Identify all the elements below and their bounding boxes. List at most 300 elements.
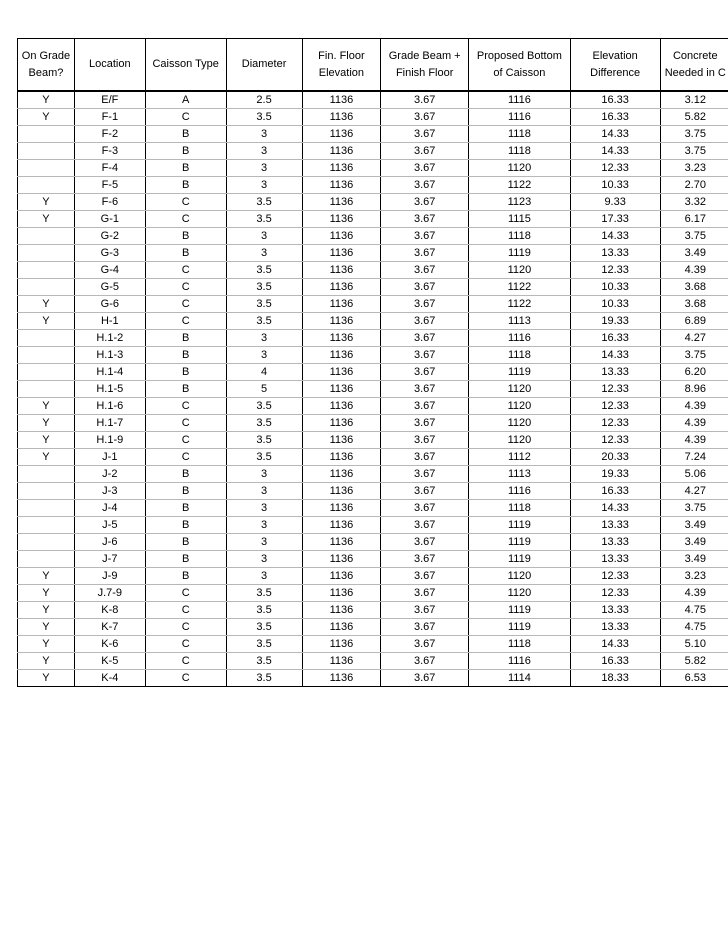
cell-diameter: 4 (226, 364, 302, 381)
cell-proposed-bottom: 1122 (469, 177, 571, 194)
cell-on-grade-beam (18, 381, 75, 398)
cell-proposed-bottom: 1116 (469, 91, 571, 109)
cell-diameter: 3.5 (226, 619, 302, 636)
cell-on-grade-beam (18, 177, 75, 194)
cell-caisson-type: B (145, 517, 226, 534)
cell-grade-beam-finish-floor: 3.67 (381, 109, 469, 126)
cell-diameter: 3.5 (226, 653, 302, 670)
cell-on-grade-beam: Y (18, 109, 75, 126)
cell-location: J-6 (74, 534, 145, 551)
cell-caisson-type: C (145, 296, 226, 313)
cell-elevation-difference: 19.33 (570, 466, 660, 483)
cell-grade-beam-finish-floor: 3.67 (381, 228, 469, 245)
cell-diameter: 3 (226, 177, 302, 194)
cell-grade-beam-finish-floor: 3.67 (381, 653, 469, 670)
cell-caisson-type: C (145, 279, 226, 296)
cell-on-grade-beam (18, 330, 75, 347)
cell-grade-beam-finish-floor: 3.67 (381, 347, 469, 364)
cell-on-grade-beam: Y (18, 670, 75, 687)
cell-proposed-bottom: 1116 (469, 330, 571, 347)
cell-proposed-bottom: 1118 (469, 347, 571, 364)
table-row (18, 500, 728, 517)
cell-diameter: 3.5 (226, 432, 302, 449)
cell-concrete-needed: 6.53 (660, 670, 728, 687)
cell-location: G-5 (74, 279, 145, 296)
cell-grade-beam-finish-floor: 3.67 (381, 381, 469, 398)
cell-diameter: 3 (226, 483, 302, 500)
cell-elevation-difference: 12.33 (570, 585, 660, 602)
cell-location: K-6 (74, 636, 145, 653)
cell-diameter: 3.5 (226, 313, 302, 330)
cell-proposed-bottom: 1120 (469, 262, 571, 279)
cell-concrete-needed: 3.23 (660, 160, 728, 177)
cell-grade-beam-finish-floor: 3.67 (381, 636, 469, 653)
cell-proposed-bottom: 1123 (469, 194, 571, 211)
table-row (18, 91, 728, 109)
cell-caisson-type: C (145, 398, 226, 415)
table-row (18, 398, 728, 415)
cell-fin-floor-elevation: 1136 (302, 279, 381, 296)
cell-concrete-needed: 3.75 (660, 347, 728, 364)
cell-fin-floor-elevation: 1136 (302, 551, 381, 568)
cell-fin-floor-elevation: 1136 (302, 160, 381, 177)
cell-concrete-needed: 4.39 (660, 415, 728, 432)
cell-elevation-difference: 9.33 (570, 194, 660, 211)
cell-on-grade-beam: Y (18, 653, 75, 670)
cell-diameter: 3 (226, 347, 302, 364)
cell-diameter: 3 (226, 228, 302, 245)
cell-concrete-needed: 4.39 (660, 398, 728, 415)
cell-caisson-type: C (145, 449, 226, 466)
table-row (18, 228, 728, 245)
cell-fin-floor-elevation: 1136 (302, 245, 381, 262)
cell-diameter: 3.5 (226, 585, 302, 602)
cell-caisson-type: B (145, 228, 226, 245)
cell-grade-beam-finish-floor: 3.67 (381, 517, 469, 534)
cell-fin-floor-elevation: 1136 (302, 381, 381, 398)
cell-location: K-7 (74, 619, 145, 636)
table-row (18, 245, 728, 262)
table-row (18, 670, 728, 687)
cell-concrete-needed: 4.39 (660, 262, 728, 279)
cell-on-grade-beam (18, 483, 75, 500)
cell-concrete-needed: 3.12 (660, 91, 728, 109)
caisson-table (17, 38, 728, 687)
cell-fin-floor-elevation: 1136 (302, 262, 381, 279)
cell-grade-beam-finish-floor: 3.67 (381, 296, 469, 313)
cell-on-grade-beam: Y (18, 449, 75, 466)
cell-caisson-type: C (145, 602, 226, 619)
cell-fin-floor-elevation: 1136 (302, 194, 381, 211)
cell-proposed-bottom: 1115 (469, 211, 571, 228)
table-row (18, 449, 728, 466)
cell-concrete-needed: 5.82 (660, 653, 728, 670)
table-row (18, 177, 728, 194)
cell-diameter: 3 (226, 500, 302, 517)
cell-grade-beam-finish-floor: 3.67 (381, 91, 469, 109)
cell-proposed-bottom: 1120 (469, 381, 571, 398)
cell-caisson-type: B (145, 364, 226, 381)
cell-diameter: 5 (226, 381, 302, 398)
cell-location: G-1 (74, 211, 145, 228)
cell-fin-floor-elevation: 1136 (302, 313, 381, 330)
cell-caisson-type: B (145, 347, 226, 364)
cell-on-grade-beam (18, 228, 75, 245)
cell-fin-floor-elevation: 1136 (302, 466, 381, 483)
cell-caisson-type: B (145, 126, 226, 143)
cell-fin-floor-elevation: 1136 (302, 432, 381, 449)
cell-grade-beam-finish-floor: 3.67 (381, 500, 469, 517)
table-row (18, 126, 728, 143)
cell-proposed-bottom: 1119 (469, 245, 571, 262)
cell-on-grade-beam: Y (18, 585, 75, 602)
cell-fin-floor-elevation: 1136 (302, 330, 381, 347)
cell-concrete-needed: 3.75 (660, 143, 728, 160)
cell-grade-beam-finish-floor: 3.67 (381, 160, 469, 177)
cell-location: H-1 (74, 313, 145, 330)
table-row (18, 466, 728, 483)
cell-diameter: 3.5 (226, 296, 302, 313)
cell-on-grade-beam: Y (18, 313, 75, 330)
cell-caisson-type: C (145, 432, 226, 449)
cell-on-grade-beam (18, 551, 75, 568)
cell-elevation-difference: 13.33 (570, 551, 660, 568)
cell-caisson-type: C (145, 670, 226, 687)
header-grade-beam-finish-floor: Grade Beam + Finish Floor (381, 39, 469, 92)
cell-caisson-type: C (145, 262, 226, 279)
cell-on-grade-beam: Y (18, 432, 75, 449)
table-row (18, 211, 728, 228)
cell-on-grade-beam: Y (18, 636, 75, 653)
cell-grade-beam-finish-floor: 3.67 (381, 551, 469, 568)
cell-fin-floor-elevation: 1136 (302, 109, 381, 126)
cell-location: K-4 (74, 670, 145, 687)
header-fin-floor-elevation: Fin. Floor Elevation (302, 39, 381, 92)
cell-caisson-type: C (145, 636, 226, 653)
cell-on-grade-beam: Y (18, 415, 75, 432)
cell-fin-floor-elevation: 1136 (302, 398, 381, 415)
cell-location: J-4 (74, 500, 145, 517)
header-on-grade-beam: On Grade Beam? (18, 39, 75, 92)
cell-elevation-difference: 14.33 (570, 636, 660, 653)
cell-proposed-bottom: 1116 (469, 653, 571, 670)
cell-location: J-9 (74, 568, 145, 585)
cell-proposed-bottom: 1120 (469, 160, 571, 177)
cell-proposed-bottom: 1116 (469, 109, 571, 126)
cell-on-grade-beam (18, 500, 75, 517)
table-row (18, 313, 728, 330)
table-row (18, 483, 728, 500)
cell-location: H.1-7 (74, 415, 145, 432)
cell-fin-floor-elevation: 1136 (302, 653, 381, 670)
cell-fin-floor-elevation: 1136 (302, 602, 381, 619)
cell-diameter: 3.5 (226, 415, 302, 432)
cell-concrete-needed: 4.75 (660, 619, 728, 636)
cell-diameter: 3 (226, 126, 302, 143)
cell-proposed-bottom: 1112 (469, 449, 571, 466)
cell-on-grade-beam: Y (18, 568, 75, 585)
cell-fin-floor-elevation: 1136 (302, 449, 381, 466)
cell-on-grade-beam: Y (18, 602, 75, 619)
cell-caisson-type: B (145, 381, 226, 398)
table-row (18, 585, 728, 602)
header-elevation-difference: Elevation Difference (570, 39, 660, 92)
cell-elevation-difference: 14.33 (570, 500, 660, 517)
cell-proposed-bottom: 1120 (469, 568, 571, 585)
cell-grade-beam-finish-floor: 3.67 (381, 449, 469, 466)
cell-diameter: 3.5 (226, 602, 302, 619)
cell-on-grade-beam (18, 466, 75, 483)
cell-elevation-difference: 12.33 (570, 568, 660, 585)
table-row (18, 381, 728, 398)
table-row (18, 534, 728, 551)
cell-fin-floor-elevation: 1136 (302, 517, 381, 534)
cell-elevation-difference: 16.33 (570, 330, 660, 347)
cell-grade-beam-finish-floor: 3.67 (381, 177, 469, 194)
cell-fin-floor-elevation: 1136 (302, 126, 381, 143)
cell-fin-floor-elevation: 1136 (302, 91, 381, 109)
cell-concrete-needed: 6.17 (660, 211, 728, 228)
cell-proposed-bottom: 1119 (469, 534, 571, 551)
table-row (18, 262, 728, 279)
cell-location: G-2 (74, 228, 145, 245)
cell-elevation-difference: 19.33 (570, 313, 660, 330)
cell-proposed-bottom: 1120 (469, 398, 571, 415)
cell-concrete-needed: 8.96 (660, 381, 728, 398)
cell-elevation-difference: 16.33 (570, 91, 660, 109)
table-row (18, 415, 728, 432)
table-row (18, 296, 728, 313)
cell-grade-beam-finish-floor: 3.67 (381, 245, 469, 262)
table-row (18, 517, 728, 534)
cell-fin-floor-elevation: 1136 (302, 670, 381, 687)
cell-caisson-type: B (145, 160, 226, 177)
cell-elevation-difference: 13.33 (570, 517, 660, 534)
cell-location: H.1-3 (74, 347, 145, 364)
cell-diameter: 3.5 (226, 194, 302, 211)
cell-grade-beam-finish-floor: 3.67 (381, 211, 469, 228)
cell-caisson-type: C (145, 313, 226, 330)
cell-location: H.1-4 (74, 364, 145, 381)
cell-diameter: 3 (226, 466, 302, 483)
cell-elevation-difference: 10.33 (570, 279, 660, 296)
cell-on-grade-beam (18, 517, 75, 534)
cell-caisson-type: B (145, 568, 226, 585)
cell-fin-floor-elevation: 1136 (302, 483, 381, 500)
cell-diameter: 3.5 (226, 109, 302, 126)
cell-proposed-bottom: 1122 (469, 279, 571, 296)
cell-elevation-difference: 16.33 (570, 109, 660, 126)
cell-grade-beam-finish-floor: 3.67 (381, 568, 469, 585)
cell-fin-floor-elevation: 1136 (302, 619, 381, 636)
cell-proposed-bottom: 1118 (469, 143, 571, 160)
table-row (18, 636, 728, 653)
cell-caisson-type: C (145, 109, 226, 126)
cell-diameter: 3.5 (226, 449, 302, 466)
table-row (18, 568, 728, 585)
cell-on-grade-beam: Y (18, 211, 75, 228)
cell-elevation-difference: 13.33 (570, 619, 660, 636)
cell-concrete-needed: 4.39 (660, 585, 728, 602)
cell-diameter: 3.5 (226, 636, 302, 653)
cell-concrete-needed: 3.75 (660, 500, 728, 517)
cell-diameter: 3 (226, 143, 302, 160)
cell-proposed-bottom: 1120 (469, 585, 571, 602)
cell-on-grade-beam (18, 534, 75, 551)
cell-concrete-needed: 5.06 (660, 466, 728, 483)
cell-proposed-bottom: 1118 (469, 228, 571, 245)
cell-elevation-difference: 17.33 (570, 211, 660, 228)
cell-elevation-difference: 14.33 (570, 126, 660, 143)
cell-concrete-needed: 3.68 (660, 279, 728, 296)
cell-caisson-type: B (145, 534, 226, 551)
table-row (18, 143, 728, 160)
cell-proposed-bottom: 1114 (469, 670, 571, 687)
table-row (18, 279, 728, 296)
cell-concrete-needed: 5.82 (660, 109, 728, 126)
cell-proposed-bottom: 1119 (469, 364, 571, 381)
cell-on-grade-beam (18, 245, 75, 262)
cell-on-grade-beam (18, 347, 75, 364)
cell-location: F-6 (74, 194, 145, 211)
cell-location: J-1 (74, 449, 145, 466)
table-row (18, 619, 728, 636)
cell-grade-beam-finish-floor: 3.67 (381, 330, 469, 347)
cell-elevation-difference: 14.33 (570, 347, 660, 364)
cell-concrete-needed: 3.23 (660, 568, 728, 585)
cell-proposed-bottom: 1120 (469, 415, 571, 432)
cell-elevation-difference: 16.33 (570, 653, 660, 670)
cell-grade-beam-finish-floor: 3.67 (381, 143, 469, 160)
cell-location: G-3 (74, 245, 145, 262)
cell-fin-floor-elevation: 1136 (302, 177, 381, 194)
cell-concrete-needed: 7.24 (660, 449, 728, 466)
cell-elevation-difference: 20.33 (570, 449, 660, 466)
cell-location: F-2 (74, 126, 145, 143)
header-proposed-bottom: Proposed Bottom of Caisson (469, 39, 571, 92)
cell-elevation-difference: 12.33 (570, 160, 660, 177)
cell-diameter: 3 (226, 330, 302, 347)
cell-caisson-type: C (145, 211, 226, 228)
cell-fin-floor-elevation: 1136 (302, 568, 381, 585)
cell-grade-beam-finish-floor: 3.67 (381, 415, 469, 432)
cell-concrete-needed: 6.89 (660, 313, 728, 330)
table-row (18, 109, 728, 126)
cell-grade-beam-finish-floor: 3.67 (381, 126, 469, 143)
cell-diameter: 3.5 (226, 279, 302, 296)
cell-caisson-type: B (145, 551, 226, 568)
cell-location: F-3 (74, 143, 145, 160)
cell-concrete-needed: 3.49 (660, 245, 728, 262)
cell-concrete-needed: 4.27 (660, 483, 728, 500)
table-row (18, 194, 728, 211)
cell-proposed-bottom: 1120 (469, 432, 571, 449)
cell-caisson-type: B (145, 177, 226, 194)
cell-proposed-bottom: 1119 (469, 602, 571, 619)
cell-elevation-difference: 12.33 (570, 432, 660, 449)
cell-concrete-needed: 6.20 (660, 364, 728, 381)
cell-fin-floor-elevation: 1136 (302, 415, 381, 432)
cell-concrete-needed: 3.75 (660, 126, 728, 143)
cell-diameter: 3.5 (226, 262, 302, 279)
header-caisson-type: Caisson Type (145, 39, 226, 92)
cell-fin-floor-elevation: 1136 (302, 364, 381, 381)
cell-proposed-bottom: 1119 (469, 551, 571, 568)
cell-on-grade-beam (18, 143, 75, 160)
cell-elevation-difference: 10.33 (570, 177, 660, 194)
cell-location: J-7 (74, 551, 145, 568)
cell-elevation-difference: 14.33 (570, 228, 660, 245)
header-location: Location (74, 39, 145, 92)
table-row (18, 551, 728, 568)
cell-concrete-needed: 4.75 (660, 602, 728, 619)
cell-location: J.7-9 (74, 585, 145, 602)
table-row (18, 364, 728, 381)
cell-grade-beam-finish-floor: 3.67 (381, 619, 469, 636)
cell-on-grade-beam: Y (18, 619, 75, 636)
table-row (18, 160, 728, 177)
cell-fin-floor-elevation: 1136 (302, 585, 381, 602)
cell-concrete-needed: 4.39 (660, 432, 728, 449)
cell-concrete-needed: 5.10 (660, 636, 728, 653)
cell-location: H.1-9 (74, 432, 145, 449)
cell-caisson-type: B (145, 330, 226, 347)
cell-diameter: 2.5 (226, 91, 302, 109)
cell-on-grade-beam (18, 160, 75, 177)
cell-concrete-needed: 4.27 (660, 330, 728, 347)
header-row (18, 39, 728, 92)
cell-elevation-difference: 13.33 (570, 602, 660, 619)
cell-proposed-bottom: 1118 (469, 500, 571, 517)
cell-proposed-bottom: 1118 (469, 636, 571, 653)
cell-location: F-5 (74, 177, 145, 194)
cell-caisson-type: B (145, 143, 226, 160)
cell-caisson-type: C (145, 619, 226, 636)
cell-diameter: 3.5 (226, 670, 302, 687)
cell-location: J-3 (74, 483, 145, 500)
cell-location: F-1 (74, 109, 145, 126)
cell-grade-beam-finish-floor: 3.67 (381, 602, 469, 619)
cell-caisson-type: B (145, 245, 226, 262)
cell-grade-beam-finish-floor: 3.67 (381, 279, 469, 296)
cell-caisson-type: C (145, 653, 226, 670)
cell-on-grade-beam: Y (18, 296, 75, 313)
cell-fin-floor-elevation: 1136 (302, 500, 381, 517)
cell-location: K-8 (74, 602, 145, 619)
cell-concrete-needed: 3.68 (660, 296, 728, 313)
table-row (18, 432, 728, 449)
cell-location: H.1-5 (74, 381, 145, 398)
cell-on-grade-beam (18, 126, 75, 143)
cell-fin-floor-elevation: 1136 (302, 143, 381, 160)
cell-concrete-needed: 3.49 (660, 517, 728, 534)
cell-grade-beam-finish-floor: 3.67 (381, 398, 469, 415)
cell-on-grade-beam: Y (18, 194, 75, 211)
cell-elevation-difference: 18.33 (570, 670, 660, 687)
cell-on-grade-beam (18, 262, 75, 279)
cell-diameter: 3.5 (226, 398, 302, 415)
header-concrete-needed: Concrete Needed in C (660, 39, 728, 92)
header-diameter: Diameter (226, 39, 302, 92)
cell-elevation-difference: 10.33 (570, 296, 660, 313)
cell-elevation-difference: 13.33 (570, 245, 660, 262)
cell-proposed-bottom: 1116 (469, 483, 571, 500)
cell-grade-beam-finish-floor: 3.67 (381, 432, 469, 449)
cell-grade-beam-finish-floor: 3.67 (381, 262, 469, 279)
cell-elevation-difference: 14.33 (570, 143, 660, 160)
cell-fin-floor-elevation: 1136 (302, 296, 381, 313)
cell-caisson-type: C (145, 585, 226, 602)
